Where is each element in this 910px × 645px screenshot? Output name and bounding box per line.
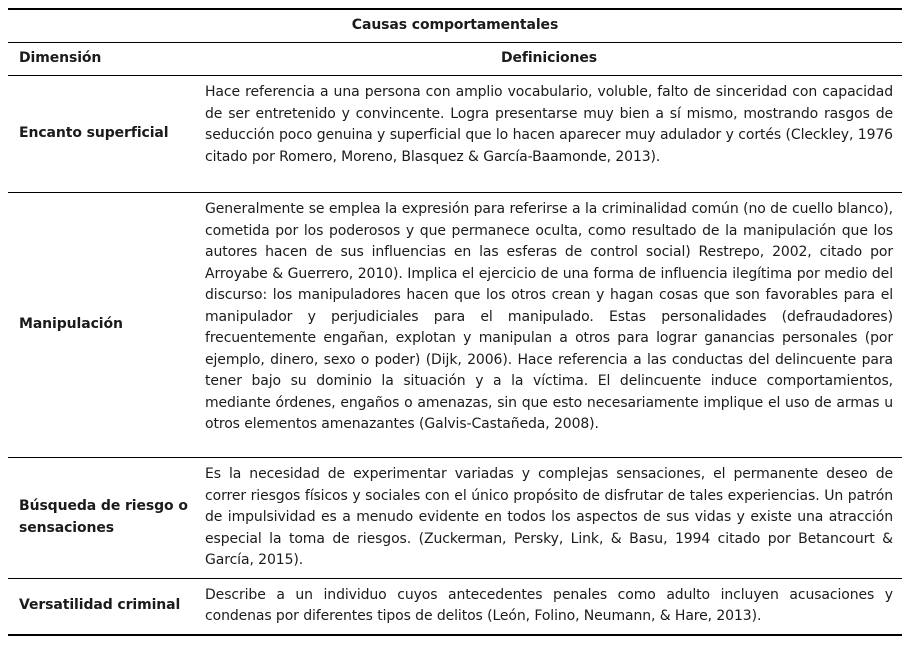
table-row <box>8 578 902 634</box>
dimension-label: Encanto superficial <box>19 125 169 142</box>
table-row <box>8 192 902 457</box>
dimension-label: Manipulación <box>19 316 123 333</box>
dimension-label: Versatilidad criminal <box>19 597 181 614</box>
definition-cell: Describe a un individuo cuyos antecedentes penales como adulto incluyen acusaciones y condenas por diferentes tipos de delitos (León, Folino, Neumann, & Hare, 2013). <box>205 586 893 624</box>
dimension-cell <box>8 579 205 634</box>
dimension-cell <box>8 193 205 457</box>
column-header-dimension: Dimensión <box>19 50 102 67</box>
table-row <box>8 457 902 578</box>
column-header-definitions: Definiciones <box>500 50 598 67</box>
dimension-cell <box>8 458 205 578</box>
definition-cell: Hace referencia a una persona con amplio vocabulario, voluble, falto de sinceridad con capacidad de ser entretenido y convincente. Logra presentarse muy bien a sí mismo, mostrando rasgos de seducción poco genuina y superficial que lo hacen aparecer muy adulador y cortés (Cleckley, 1976 citado por Romero, Moreno, Blasquez & García-Baamonde, 2013). <box>205 84 893 165</box>
dimension-label: Búsqueda de riesgo o sensaciones <box>19 498 188 536</box>
definition-cell: Es la necesidad de experimentar variadas y complejas sensaciones, el permanente deseo de correr riesgos físicos y sociales con el único propósito de disfrutar de tales experiencias. Un patrón de impulsividad es a menudo evidente en todos los aspectos de sus vidas y existe una atracción especial la toma de riesgos. (Zuckerman, Persky, Link, & Basu, 1994 citado por Betancourt & García, 2015). <box>205 466 893 568</box>
table-title: Causas comportamentales <box>351 17 559 34</box>
dimension-cell <box>8 76 205 192</box>
table-header-row <box>8 42 902 75</box>
definition-cell: Generalmente se emplea la expresión para referirse a la criminalidad común (no de cuello blanco), cometida por los poderosos y que permanece oculta, como resultado de la manipulación que los autores hacen de sus influencias en las esferas de control social) Restrepo, 2002, citado por Arroyabe & Guerrero, 2010). Implica el ejercicio de una forma de influencia ilegítima por medio del discurso: los manipuladores hacen que los otros crean y hagan cosas que son favorables para el manipulador y perjudiciales para el manipulado. Estas personalidades (defraudadores) frecuentemente engañan, explotan y manipulan a otros para lograr ganancias personales (por ejemplo, dinero, sexo o poder) (Dijk, 2006). Hace referencia a las conductas del delincuente para tener bajo su dominio la situación y a la víctima. El delincuente induce comportamientos, mediante órdenes, engaños o amenazas, sin que esto necesariamente implique el uso de armas u otros elementos amenazantes (Galvis-Castañeda, 2008). <box>205 201 893 432</box>
behavioral-causes-table <box>8 8 902 636</box>
table-row <box>8 75 902 192</box>
